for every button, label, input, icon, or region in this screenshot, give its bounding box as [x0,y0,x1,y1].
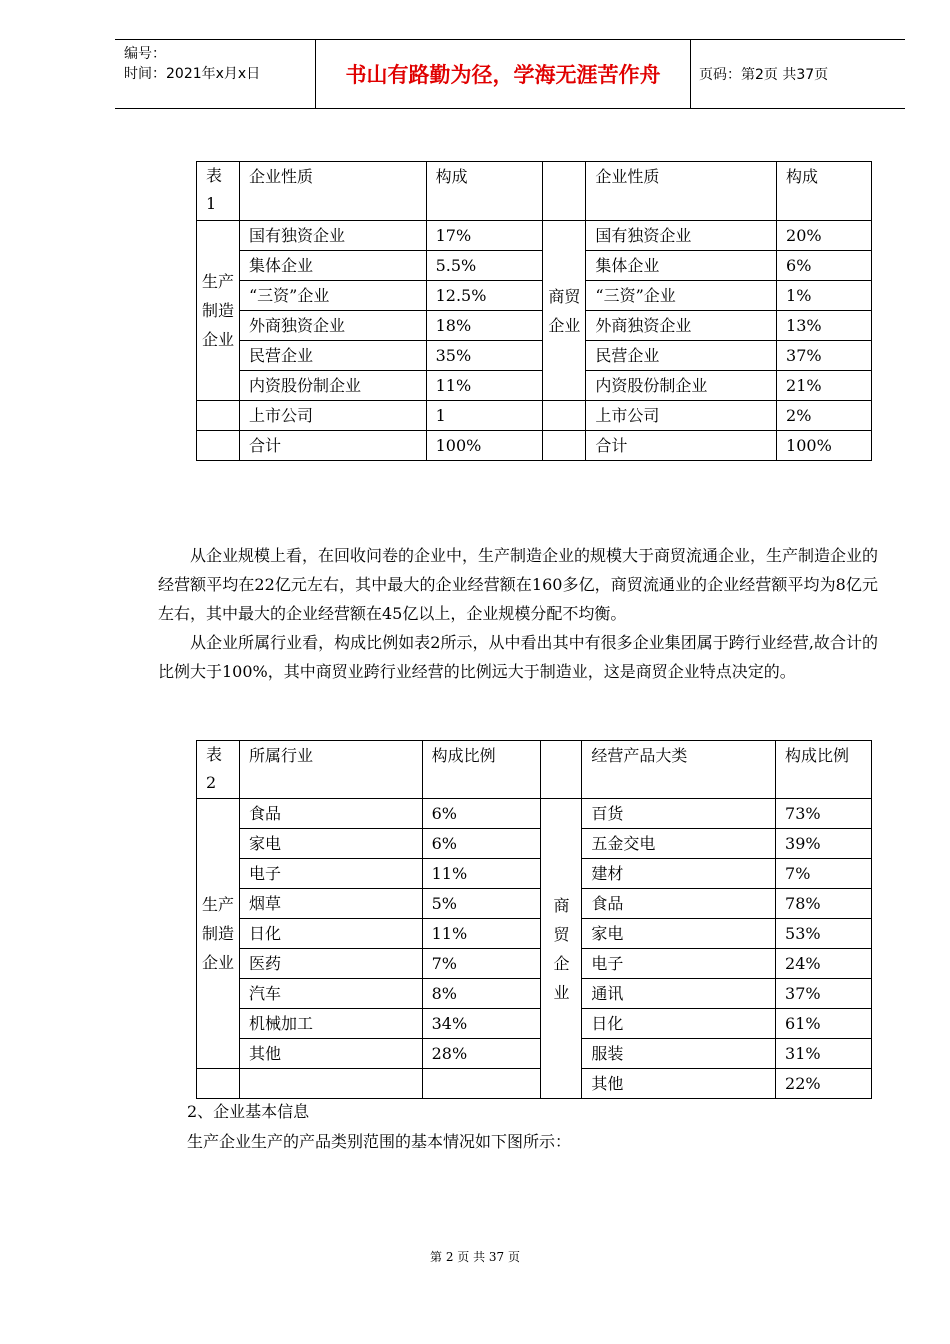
cell-name: 上市公司 [239,401,426,431]
cell-name: 民营企业 [239,341,426,371]
page-footer: 第 2 页 共 37 页 [430,1250,520,1264]
table-row [197,431,872,461]
cell-value: 73% [776,799,872,829]
cell-name: 电子 [582,949,776,979]
table-row [197,401,872,431]
cell-value: 100% [777,431,872,461]
table-row [197,1069,872,1099]
cell-name: 烟草 [239,889,422,919]
cell-name: 集体企业 [586,251,777,281]
cell-value [422,1069,541,1099]
cell-name: “三资”企业 [586,281,777,311]
group-label: 商贸企业 [541,799,582,1099]
cell-value: 20% [777,221,872,251]
cell-name: 汽车 [239,979,422,1009]
table-row [197,799,872,829]
cell-name: 日化 [582,1009,776,1039]
col-header: 企业性质 [586,162,777,221]
cell-name: 内资股份制企业 [239,371,426,401]
table-row [197,371,872,401]
paragraph: 从企业规模上看，在回收问卷的企业中，生产制造企业的规模大于商贸流通企业，生产制造企业的经营额平均在22亿元左右，其中最大的企业经营额在160多亿，商贸流通业的企业经营额平均为8亿元左右，其中最大的企业经营额在45亿以上，企业规模分配不均衡。 [158,546,879,623]
header-motto: 书山有路勤为径，学海无涯苦作舟 [315,40,691,108]
table-row [197,221,872,251]
cell-name [239,1069,422,1099]
cell-value: 11% [422,859,541,889]
col-header: 构成比例 [422,741,541,799]
cell-value: 53% [776,919,872,949]
cell-name: 外商独资企业 [239,311,426,341]
table-row [197,919,872,949]
cell-value: 11% [426,371,543,401]
col-header: 构成 [777,162,872,221]
cell-value: 28% [422,1039,541,1069]
cell-value: 18% [426,311,543,341]
cell-name: “三资”企业 [239,281,426,311]
cell-name: 国有独资企业 [239,221,426,251]
cell-name: 合计 [586,431,777,461]
cell-value: 35% [426,341,543,371]
cell-value: 39% [776,829,872,859]
header-meta [115,40,315,108]
paragraph: 生产企业生产的产品类别范围的基本情况如下图所示： [187,1132,572,1151]
cell-name: 医药 [239,949,422,979]
cell-name: 其他 [582,1069,776,1099]
col-header: 企业性质 [239,162,426,221]
cell-name: 建材 [582,859,776,889]
table-1 [196,161,872,461]
col-header: 经营产品大类 [582,741,776,799]
cell-value: 1% [777,281,872,311]
section-heading: 2、企业基本信息 [187,1102,310,1121]
body-text [158,541,878,686]
page-header [115,39,905,109]
col-header: 所属行业 [239,741,422,799]
table-1-header-row [197,162,872,221]
cell-value: 1 [426,401,543,431]
cell-name: 家电 [239,829,422,859]
group-label: 生产制造企业 [197,799,240,1069]
cell-name: 家电 [582,919,776,949]
table-1-caption: 表1 [197,162,240,221]
table-row [197,1039,872,1069]
cell-value: 78% [776,889,872,919]
cell-name: 通讯 [582,979,776,1009]
cell-value: 100% [426,431,543,461]
date-label: 时间：2021年x月x日 [124,66,261,82]
cell-value: 22% [776,1069,872,1099]
cell-value: 6% [422,799,541,829]
table-row [197,829,872,859]
cell-name: 民营企业 [586,341,777,371]
cell-value: 12.5% [426,281,543,311]
cell-name: 日化 [239,919,422,949]
table-row [197,889,872,919]
paragraph: 从企业所属行业看，构成比例如表2所示，从中看出其中有很多企业集团属于跨行业经营,故合计的比例大于100%，其中商贸业跨行业经营的比例远大于制造业，这是商贸企业特点决定的。 [158,633,878,681]
table-row [197,311,872,341]
table-row [197,1009,872,1039]
cell-value: 37% [776,979,872,1009]
cell-value: 7% [422,949,541,979]
table-row [197,949,872,979]
cell-value: 34% [422,1009,541,1039]
cell-name: 国有独资企业 [586,221,777,251]
cell-name: 合计 [239,431,426,461]
cell-value: 24% [776,949,872,979]
table-row [197,251,872,281]
cell-value: 8% [422,979,541,1009]
cell-value: 61% [776,1009,872,1039]
group-label: 生产制造企业 [197,221,240,401]
cell-value: 5% [422,889,541,919]
table-row [197,979,872,1009]
cell-name: 其他 [239,1039,422,1069]
cell-value: 6% [777,251,872,281]
number-label: 编号： [124,46,166,62]
cell-name: 食品 [582,889,776,919]
cell-name: 五金交电 [582,829,776,859]
col-header: 构成 [426,162,543,221]
cell-value: 21% [777,371,872,401]
cell-name: 集体企业 [239,251,426,281]
table-row [197,859,872,889]
group-label: 商贸企业 [543,221,586,401]
cell-value: 13% [777,311,872,341]
header-page-info: 页码：第2页 共37页 [699,67,829,83]
cell-name: 上市公司 [586,401,777,431]
cell-value: 7% [776,859,872,889]
cell-name: 百货 [582,799,776,829]
cell-name: 外商独资企业 [586,311,777,341]
table-row [197,281,872,311]
cell-value: 11% [422,919,541,949]
col-header: 构成比例 [776,741,872,799]
table-2-caption: 表2 [197,741,240,799]
cell-name: 食品 [239,799,422,829]
table-row [197,341,872,371]
cell-name: 电子 [239,859,422,889]
cell-value: 37% [777,341,872,371]
cell-name: 服装 [582,1039,776,1069]
cell-name: 机械加工 [239,1009,422,1039]
cell-value: 31% [776,1039,872,1069]
table-2-header-row [197,741,872,799]
cell-value: 5.5% [426,251,543,281]
cell-value: 2% [777,401,872,431]
cell-value: 17% [426,221,543,251]
cell-name: 内资股份制企业 [586,371,777,401]
table-2 [196,740,872,1099]
cell-value: 6% [422,829,541,859]
